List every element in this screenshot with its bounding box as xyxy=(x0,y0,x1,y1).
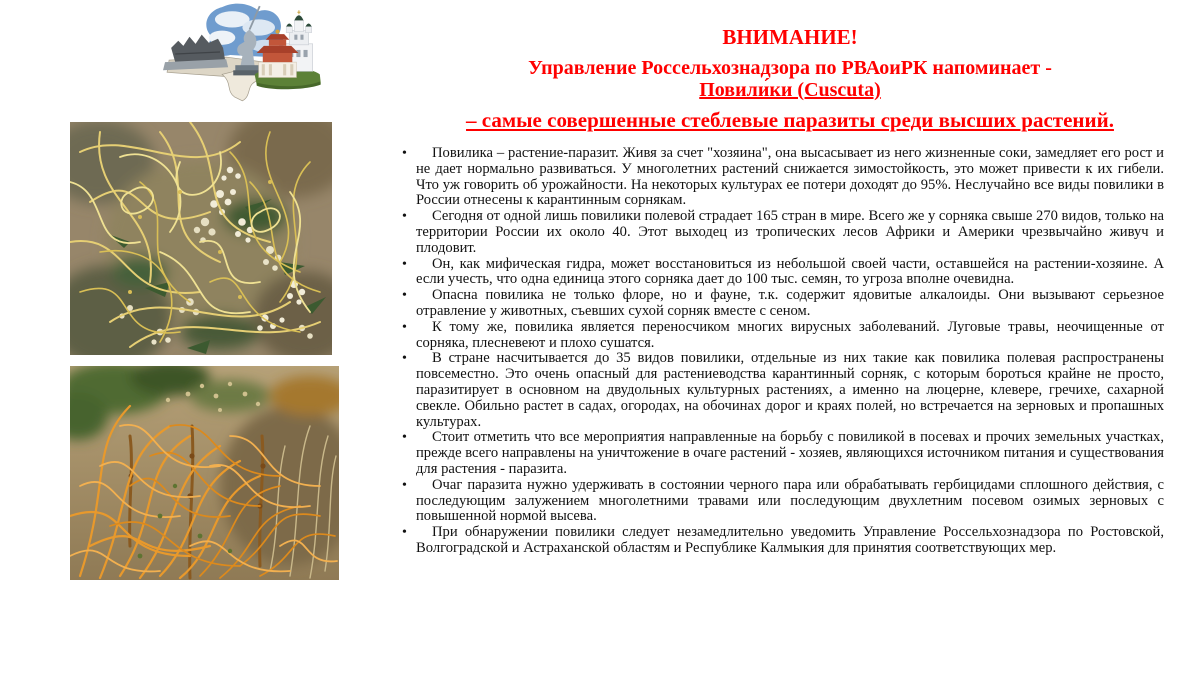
bullet-item: • Сегодня от одной лишь повилики полевой страдает 165 стран в мире. Всего же у сорняка свыше 270 видов, только на территории России их около 40. Этот выходец из тропических лесов Африки и Америки чрезвычайно живуч и плодовит. xyxy=(402,209,1164,256)
bullet-item: • Опасна повилика не только флоре, но и фауне, т.к. содержит ядовитые алкалоиды. Они вызывают серьезное отравление у животных, съевших сухой сорняк вместе с сеном. xyxy=(402,288,1164,320)
photo-cuscuta-field xyxy=(70,366,339,580)
photo-cuscuta-closeup xyxy=(70,122,332,355)
header-block xyxy=(385,25,1195,132)
bullet-item: • Он, как мифическая гидра, может восстановиться из небольшой своей части, оставшейся на растении-хозяине. А если учесть, что одна единица этого сорняка дает до 100 тыс. семян, то угроза вполне очевидна. xyxy=(402,257,1164,289)
bullet-item: • Очаг паразита нужно удерживать в состоянии черного пара или обрабатывать гербицидами сплошного действия, с последующим залужением многолетними травами или последующим двухлетним посевом озимых зерновых с повышенной нормой высева. xyxy=(402,478,1164,525)
regional-landmarks-collage-icon xyxy=(163,2,331,106)
info-bullet-list xyxy=(402,146,1164,557)
subject-title: Повили́ки (Cuscuta) xyxy=(699,79,881,101)
subtitle-line: – самые совершенные стеблевые паразиты среди высших растений. xyxy=(466,108,1114,132)
bullet-item: • В стране насчитывается до 35 видов повилики, отдельные из них такие как повилика полевая распространены повсеместно. Это очень опасный для растениеводства карантинный сорняк, с которым бороться крайне не просто, паразитирует в основном на двудольных культурных растениях, а именно на люцерне, клевере, гречихе, сахарной свекле. Обильно растет в садах, огородах, на обочинах дорог и краях полей, но встречается на зерновых и пропашных культурах. xyxy=(402,351,1164,430)
bullet-item: • Повилика – растение-паразит. Живя за счет "хозяина", она высасывает из него жизненные соки, замедляет его рост и не дает нормально развиваться. У многолетних растений снижается зимостойкость, это может привести к их гибели. Что уж говорить об урожайности. На некоторых культурах ее потери доходят до 95%. Неслучайно все виды повилики в России отнесены к карантинным сорнякам. xyxy=(402,146,1164,209)
content-column xyxy=(402,146,1164,557)
bullet-item: • При обнаружении повилики следует незамедлительно уведомить Управление Россельхознадзора по Ростовской, Волгоградской и Астраханской областям и Республике Калмыкия для принятия соответствующих мер. xyxy=(402,525,1164,557)
bullet-item: • К тому же, повилика является переносчиком многих вирусных заболеваний. Луговые травы, неочищенные от сорняка, плесневеют и плохо сушатся. xyxy=(402,320,1164,352)
org-reminder-line: Управление Россельхознадзора по РВАоиРК напоминает - xyxy=(528,57,1052,79)
cuscuta-closeup-photo xyxy=(70,122,332,355)
bullet-item: • Стоит отметить что все мероприятия направленные на борьбу с повиликой в посевах и прочих земельных участках, прежде всего направлены на уничтожение в очаге растений - хозяев, являющихся источником питания и существования для растения - паразита. xyxy=(402,430,1164,477)
attention-heading: ВНИМАНИЕ! xyxy=(722,25,858,49)
cuscuta-field-infestation-photo xyxy=(70,366,339,580)
logo-regional-landmarks xyxy=(163,2,331,106)
